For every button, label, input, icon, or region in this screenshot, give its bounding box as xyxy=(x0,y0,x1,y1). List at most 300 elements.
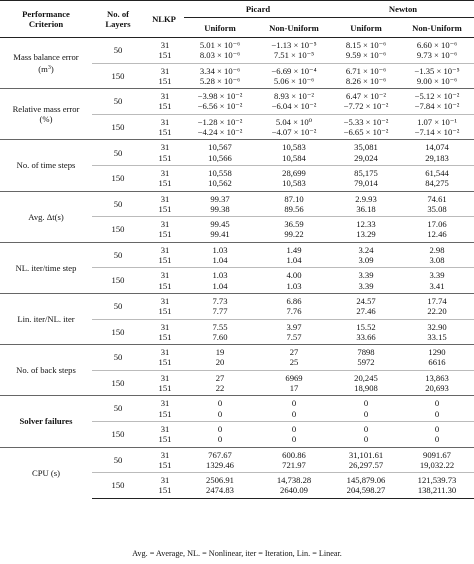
table-cell-value: 2.9.93 xyxy=(355,193,377,204)
nlkp-value: 31 xyxy=(160,219,170,230)
nlkp-value: 151 xyxy=(158,280,172,291)
table-cell-value: 27 xyxy=(289,347,299,358)
value-cell-pn xyxy=(256,114,332,140)
header-newton: Newton xyxy=(332,1,474,18)
nlkp-value: 151 xyxy=(158,101,172,112)
nlkp-value: 151 xyxy=(158,331,172,342)
nlkp-cell xyxy=(144,421,184,447)
table-row xyxy=(0,191,474,217)
criterion-label xyxy=(0,293,92,344)
criterion-label-line: CPU (s) xyxy=(32,467,60,478)
table-cell-value: −1.13 × 10⁻⁵ xyxy=(271,40,317,50)
layers-value: 150 xyxy=(92,473,144,499)
nlkp-value: 151 xyxy=(158,127,172,138)
nlkp-cell xyxy=(144,114,184,140)
table-cell-value: 20 xyxy=(215,357,225,368)
layers-value: 50 xyxy=(92,38,144,64)
table-cell-value: 32.90 xyxy=(427,321,447,332)
table-cell-value: −6.65 × 10⁻² xyxy=(343,127,389,138)
value-cell-pu xyxy=(184,396,256,422)
table-cell-value: 5972 xyxy=(357,357,375,368)
value-cell-pu xyxy=(184,140,256,166)
table-cell-value: 12.33 xyxy=(356,219,376,230)
value-cell-nn xyxy=(400,242,474,268)
table-cell-value: 0 xyxy=(363,408,369,419)
table-cell-value: 17.74 xyxy=(427,295,447,306)
table-cell-value: 10,583 xyxy=(282,142,306,153)
table-row xyxy=(0,242,474,268)
table-cell-value: 2474.83 xyxy=(206,485,234,496)
table-cell-value: 9.00 × 10⁻⁶ xyxy=(416,75,458,86)
nlkp-value: 31 xyxy=(160,142,170,153)
table-cell-value: 22 xyxy=(215,383,225,394)
table-cell-value: 24.57 xyxy=(356,295,376,306)
table-cell-value: −6.04 × 10⁻² xyxy=(271,101,317,112)
nlkp-value: 31 xyxy=(160,475,170,486)
table-cell-value: −7.72 × 10⁻² xyxy=(343,101,389,112)
table-row xyxy=(0,140,474,166)
criterion-label xyxy=(0,345,92,396)
value-cell-pu xyxy=(184,473,256,499)
table-cell-value: 0 xyxy=(363,398,369,409)
table-cell-value: 0 xyxy=(217,408,223,419)
criterion-label-line: Solver failures xyxy=(19,416,73,427)
table-cell-value: 1329.46 xyxy=(206,459,234,470)
value-cell-pu xyxy=(184,217,256,243)
table-cell-value: 7.51 × 10⁻⁵ xyxy=(273,50,315,61)
criterion-label-line: Relative mass error xyxy=(12,103,80,114)
layers-value: 50 xyxy=(92,396,144,422)
table-cell-value: 27.46 xyxy=(356,306,376,317)
table-cell-value: 87.10 xyxy=(284,193,304,204)
value-cell-nn xyxy=(400,191,474,217)
table-cell-value: 6616 xyxy=(428,357,446,368)
value-cell-nn xyxy=(400,396,474,422)
table-cell-value: 85,175 xyxy=(354,167,378,178)
table-cell-value: 2.98 xyxy=(429,244,445,255)
criterion-label xyxy=(0,191,92,242)
table-row xyxy=(0,345,474,371)
table-cell-value: 3.97 xyxy=(286,321,302,332)
layers-value: 50 xyxy=(92,242,144,268)
table-cell-value: 74.61 xyxy=(427,193,447,204)
table-cell-value: 22.20 xyxy=(427,306,447,317)
value-cell-pu xyxy=(184,319,256,345)
nlkp-value: 151 xyxy=(158,203,172,214)
table-cell-value: 10,584 xyxy=(282,152,306,163)
table-cell-value: 5.28 × 10⁻⁶ xyxy=(199,75,241,86)
nlkp-cell xyxy=(144,268,184,294)
header-newton-nonuniform: Non-Uniform xyxy=(400,18,474,38)
nlkp-value: 151 xyxy=(158,50,172,61)
layers-value: 150 xyxy=(92,165,144,191)
table-cell-value: 0 xyxy=(291,398,297,409)
nlkp-value: 31 xyxy=(160,398,170,409)
value-cell-nu xyxy=(332,140,400,166)
header-picard-nonuniform: Non-Uniform xyxy=(256,18,332,38)
value-cell-pn xyxy=(256,370,332,396)
value-cell-nn xyxy=(400,293,474,319)
table-cell-value: −6.69 × 10⁻⁴ xyxy=(271,65,317,76)
value-cell-nn xyxy=(400,165,474,191)
nlkp-cell xyxy=(144,370,184,396)
value-cell-nn xyxy=(400,114,474,140)
value-cell-pn xyxy=(256,38,332,64)
value-cell-pn xyxy=(256,319,332,345)
table-cell-value: −5.33 × 10⁻² xyxy=(343,116,389,127)
table-cell-value: 9.59 × 10⁻⁶ xyxy=(345,50,387,61)
table-cell-value: 12.46 xyxy=(427,229,447,240)
value-cell-nu xyxy=(332,473,400,499)
header-picard: Picard xyxy=(184,1,332,18)
table-cell-value: 3.39 xyxy=(358,270,374,281)
value-cell-pn xyxy=(256,242,332,268)
table-cell-value: 5.04 × 10⁰ xyxy=(275,116,313,127)
nlkp-cell xyxy=(144,140,184,166)
nlkp-cell xyxy=(144,345,184,371)
table-cell-value: 1290 xyxy=(428,347,446,358)
table-cell-value: 8.03 × 10⁻⁶ xyxy=(199,50,241,61)
nlkp-value: 151 xyxy=(158,357,172,368)
table-cell-value: 1.07 × 10⁻¹ xyxy=(417,116,457,127)
value-cell-nn xyxy=(400,473,474,499)
value-cell-nu xyxy=(332,293,400,319)
table-cell-value: 26,297.57 xyxy=(348,459,384,470)
nlkp-cell xyxy=(144,191,184,217)
header-criterion xyxy=(0,1,92,38)
table-cell-value: 10,562 xyxy=(208,178,232,189)
criterion-label xyxy=(0,447,92,498)
table-cell-value: 138,211.30 xyxy=(417,485,457,496)
table-cell-value: 17 xyxy=(289,383,299,394)
criterion-label xyxy=(0,140,92,191)
table-cell-value: 3.41 xyxy=(429,280,445,291)
value-cell-nu xyxy=(332,268,400,294)
value-cell-nn xyxy=(400,38,474,64)
table-cell-value: −4.07 × 10⁻² xyxy=(271,127,317,138)
value-cell-nu xyxy=(332,447,400,473)
nlkp-value: 151 xyxy=(158,383,172,394)
table-cell-value: 20,245 xyxy=(354,372,378,383)
value-cell-nu xyxy=(332,370,400,396)
criterion-label-line: No. of time steps xyxy=(16,160,76,171)
table-cell-value: 79,014 xyxy=(354,178,378,189)
nlkp-value: 151 xyxy=(158,485,172,496)
nlkp-cell xyxy=(144,89,184,115)
table-cell-value: 8.26 × 10⁻⁶ xyxy=(345,75,387,86)
value-cell-pu xyxy=(184,345,256,371)
value-cell-pn xyxy=(256,293,332,319)
layers-value: 150 xyxy=(92,114,144,140)
table-cell-value: −7.84 × 10⁻² xyxy=(414,101,460,112)
table-cell-value: 33.15 xyxy=(427,331,447,342)
value-cell-nn xyxy=(400,268,474,294)
table-cell-value: 7.77 xyxy=(212,306,228,317)
table-cell-value: 6969 xyxy=(285,372,303,383)
table-cell-value: 10,567 xyxy=(208,142,232,153)
table-cell-value: −7.14 × 10⁻² xyxy=(414,127,460,138)
value-cell-nu xyxy=(332,217,400,243)
table-cell-value: −6.56 × 10⁻² xyxy=(197,101,243,112)
table-cell-value: 3.39 xyxy=(429,270,445,281)
table-cell-value: 7898 xyxy=(357,347,375,358)
layers-value: 50 xyxy=(92,345,144,371)
nlkp-value: 31 xyxy=(160,449,170,460)
table-row xyxy=(0,396,474,422)
nlkp-cell xyxy=(144,242,184,268)
value-cell-nu xyxy=(332,396,400,422)
table-cell-value: 0 xyxy=(217,398,223,409)
value-cell-pu xyxy=(184,293,256,319)
value-cell-pu xyxy=(184,421,256,447)
table-cell-value: 6.71 × 10⁻⁶ xyxy=(345,65,387,76)
layers-value: 50 xyxy=(92,447,144,473)
table-cell-value: 0 xyxy=(291,408,297,419)
value-cell-pu xyxy=(184,242,256,268)
nlkp-value: 31 xyxy=(160,116,170,127)
table-cell-value: 29,024 xyxy=(354,152,378,163)
value-cell-pn xyxy=(256,447,332,473)
criterion-label xyxy=(0,242,92,293)
table-cell-value: 6.60 × 10⁻⁶ xyxy=(416,40,458,50)
criterion-label-line: Lin. iter/NL. iter xyxy=(17,313,75,324)
table-cell-value: 25 xyxy=(289,357,299,368)
table-cell-value: 6.86 xyxy=(286,295,302,306)
header-layers-line1: No. of xyxy=(107,9,129,19)
criterion-label xyxy=(0,38,92,89)
table-cell-value: 0 xyxy=(217,434,223,445)
layers-value: 50 xyxy=(92,140,144,166)
table-cell-value: 18,908 xyxy=(354,383,378,394)
table-cell-value: 721.97 xyxy=(282,459,306,470)
table-cell-value: 0 xyxy=(363,434,369,445)
value-cell-pn xyxy=(256,473,332,499)
value-cell-pn xyxy=(256,89,332,115)
table-cell-value: 121,539.73 xyxy=(417,475,457,486)
table-cell-value: 35,081 xyxy=(354,142,378,153)
table-cell-value: 89.56 xyxy=(284,203,304,214)
table-cell-value: 99.38 xyxy=(210,203,230,214)
criterion-label-paren: ) xyxy=(50,63,54,74)
value-cell-nu xyxy=(332,421,400,447)
value-cell-nu xyxy=(332,345,400,371)
value-cell-nu xyxy=(332,242,400,268)
table-cell-value: 61,544 xyxy=(425,167,449,178)
layers-value: 150 xyxy=(92,63,144,89)
table-cell-value: 3.34 × 10⁻⁶ xyxy=(199,65,241,76)
header-criterion-line2: Criterion xyxy=(28,19,64,29)
table-cell-value: 0 xyxy=(434,408,440,419)
table-cell-value: 1.04 xyxy=(286,255,302,266)
table-cell-value: 19 xyxy=(215,347,225,358)
nlkp-cell xyxy=(144,63,184,89)
table-cell-value: 10,566 xyxy=(208,152,232,163)
table-row xyxy=(0,38,474,64)
nlkp-cell xyxy=(144,396,184,422)
nlkp-value: 151 xyxy=(158,408,172,419)
nlkp-value: 31 xyxy=(160,295,170,306)
value-cell-pn xyxy=(256,191,332,217)
layers-value: 150 xyxy=(92,217,144,243)
table-cell-value: 27 xyxy=(215,372,225,383)
value-cell-pu xyxy=(184,191,256,217)
table-cell-value: 7.60 xyxy=(212,331,228,342)
header-picard-uniform: Uniform xyxy=(184,18,256,38)
layers-value: 50 xyxy=(92,191,144,217)
value-cell-nn xyxy=(400,217,474,243)
value-cell-pu xyxy=(184,63,256,89)
table-cell-value: 13.29 xyxy=(356,229,376,240)
value-cell-nu xyxy=(332,63,400,89)
nlkp-value: 31 xyxy=(160,167,170,178)
layers-value: 50 xyxy=(92,89,144,115)
table-cell-value: 7.73 xyxy=(212,295,228,306)
criterion-label xyxy=(0,89,92,140)
table-cell-value: −1.35 × 10⁻⁵ xyxy=(414,65,460,76)
nlkp-value: 151 xyxy=(158,459,172,470)
table-cell-value: 0 xyxy=(217,423,223,434)
value-cell-pu xyxy=(184,268,256,294)
value-cell-nu xyxy=(332,191,400,217)
value-cell-pu xyxy=(184,38,256,64)
value-cell-nu xyxy=(332,89,400,115)
table-cell-value: 99.37 xyxy=(210,193,230,204)
table-cell-value: −5.12 × 10⁻² xyxy=(414,91,460,102)
value-cell-nn xyxy=(400,370,474,396)
value-cell-pu xyxy=(184,89,256,115)
table-cell-value: 99.22 xyxy=(284,229,304,240)
nlkp-value: 151 xyxy=(158,229,172,240)
layers-value: 150 xyxy=(92,421,144,447)
value-cell-nn xyxy=(400,319,474,345)
table-row xyxy=(0,89,474,115)
value-cell-pn xyxy=(256,421,332,447)
table-cell-value: 13,863 xyxy=(425,372,449,383)
table-cell-value: 31,101.61 xyxy=(348,449,384,460)
table-cell-value: 9.73 × 10⁻⁶ xyxy=(416,50,458,61)
value-cell-nu xyxy=(332,165,400,191)
value-cell-pn xyxy=(256,268,332,294)
criterion-label-line: No. of back steps xyxy=(16,365,76,376)
value-cell-pn xyxy=(256,396,332,422)
nlkp-value: 151 xyxy=(158,152,172,163)
nlkp-value: 151 xyxy=(158,255,172,266)
table-cell-value: 8.93 × 10⁻² xyxy=(274,91,314,102)
table-cell-value: 204,598.27 xyxy=(346,485,386,496)
nlkp-value: 151 xyxy=(158,306,172,317)
value-cell-pn xyxy=(256,140,332,166)
value-cell-pn xyxy=(256,63,332,89)
table-cell-value: 36.18 xyxy=(356,203,376,214)
table-cell-value: 1.03 xyxy=(212,244,228,255)
table-cell-value: 35.08 xyxy=(427,203,447,214)
table-cell-value: 36.59 xyxy=(284,219,304,230)
value-cell-nn xyxy=(400,89,474,115)
table-cell-value: 15.52 xyxy=(356,321,376,332)
nlkp-value: 31 xyxy=(160,244,170,255)
value-cell-nu xyxy=(332,114,400,140)
layers-value: 150 xyxy=(92,268,144,294)
criterion-label-line: NL. iter/time step xyxy=(15,262,77,273)
table-cell-value: 17.06 xyxy=(427,219,447,230)
table-cell-value: 84,275 xyxy=(425,178,449,189)
table-cell-value: 0 xyxy=(291,434,297,445)
nlkp-cell xyxy=(144,447,184,473)
table-cell-value: 99.45 xyxy=(210,219,230,230)
table-cell-value: 7.76 xyxy=(286,306,302,317)
value-cell-nn xyxy=(400,421,474,447)
table-cell-value: −1.28 × 10⁻² xyxy=(197,116,243,127)
table-cell-value: 145,879.06 xyxy=(346,475,386,486)
value-cell-pu xyxy=(184,165,256,191)
table-cell-value: 3.24 xyxy=(358,244,374,255)
table-cell-value: 7.57 xyxy=(286,331,302,342)
criterion-label xyxy=(0,396,92,447)
value-cell-nn xyxy=(400,140,474,166)
table-cell-value: −4.24 × 10⁻² xyxy=(197,127,243,138)
layers-value: 150 xyxy=(92,319,144,345)
table-cell-value: 1.04 xyxy=(212,255,228,266)
value-cell-nn xyxy=(400,447,474,473)
table-cell-value: 2506.91 xyxy=(206,475,234,486)
table-cell-value: 1.04 xyxy=(212,280,228,291)
nlkp-value: 151 xyxy=(158,434,172,445)
value-cell-nn xyxy=(400,63,474,89)
table-cell-value: 5.06 × 10⁻⁶ xyxy=(273,75,315,86)
value-cell-pn xyxy=(256,217,332,243)
table-cell-value: 14,074 xyxy=(425,142,449,153)
table-cell-value: 0 xyxy=(434,434,440,445)
table-cell-value: 3.09 xyxy=(358,255,374,266)
value-cell-pu xyxy=(184,370,256,396)
table-cell-value: 28,699 xyxy=(282,167,306,178)
value-cell-pn xyxy=(256,345,332,371)
criterion-label-unit: (m xyxy=(38,63,48,74)
table-row xyxy=(0,447,474,473)
table-cell-value: 7.55 xyxy=(212,321,228,332)
table-cell-value: 10,558 xyxy=(208,167,232,178)
table-cell-value: 1.03 xyxy=(286,280,302,291)
nlkp-cell xyxy=(144,473,184,499)
criterion-label-line: (%) xyxy=(39,114,53,125)
nlkp-value: 151 xyxy=(158,75,172,86)
table-footnote: Avg. = Average, NL. = Nonlinear, iter = Iteration, Lin. = Linear. xyxy=(132,549,342,558)
value-cell-pu xyxy=(184,447,256,473)
nlkp-value: 31 xyxy=(160,321,170,332)
table-cell-value: 99.41 xyxy=(210,229,230,240)
nlkp-cell xyxy=(144,217,184,243)
nlkp-value: 31 xyxy=(160,65,170,76)
table-row xyxy=(0,293,474,319)
criterion-label-superscript: 3 xyxy=(47,64,51,71)
table-cell-value: 29,183 xyxy=(425,152,449,163)
table-cell-value: 3.39 xyxy=(358,280,374,291)
header-row-1 xyxy=(0,1,474,18)
nlkp-value: 31 xyxy=(160,193,170,204)
table-cell-value: 20,693 xyxy=(425,383,449,394)
table-cell-value: 9091.67 xyxy=(423,449,451,460)
nlkp-cell xyxy=(144,165,184,191)
table-cell-value: 10,583 xyxy=(282,178,306,189)
layers-value: 150 xyxy=(92,370,144,396)
table-cell-value: 4.00 xyxy=(286,270,302,281)
nlkp-cell xyxy=(144,319,184,345)
value-cell-pu xyxy=(184,114,256,140)
table-cell-value: 8.15 × 10⁻⁶ xyxy=(345,40,387,50)
table-cell-value: −3.98 × 10⁻² xyxy=(197,91,243,102)
table-body xyxy=(0,38,474,499)
nlkp-value: 31 xyxy=(160,91,170,102)
